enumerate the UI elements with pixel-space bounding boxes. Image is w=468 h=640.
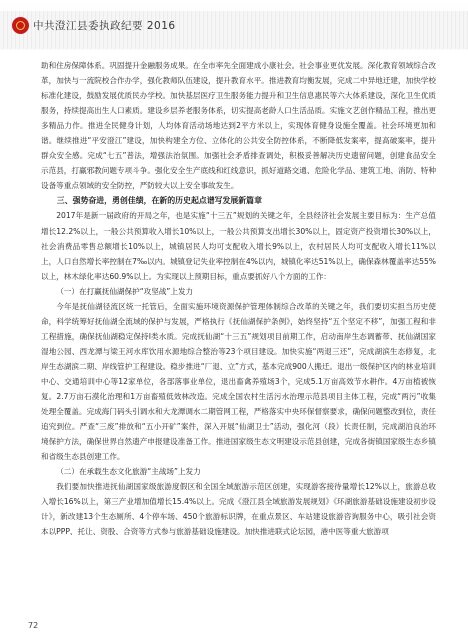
party-emblem-icon <box>12 17 29 34</box>
paragraph: 我们要加快推进抚仙湖国家级旅游度假区和全国全域旅游示范区创建，实现游客接待量增长12%以上，旅游总收入增长16%以上，第三产业增加值增长15.4%以上。完成《澄江县全域旅游发展规划》《环湖旅游基础设施建设初步设计》，新改建13个生态厕所、4个停车场、450个旅游标识牌，在重点景区、车站建设旅游咨询服务中心，吸引社会资本以PPP、托让、资股、合资等方式参与旅游基础设施建设。加快推进联式论坛园，港中医等重大旅游项 <box>41 482 436 537</box>
subsection-heading: （二）在承载生态文化旅游“主战场”上发力 <box>56 467 201 477</box>
paragraph: 今年是抚仙湖径流区统一托管后，全面实施环境资源保护管理体制综合改革的关键之年，我们要切实担当历史使命，科学统筹好抚仙湖全流域的保护与发展，严格执行《抚仙湖保护条例》，始终坚持“五个坚定不移”，加强工程和非工程措施，确保抚仙湖稳定保持Ⅰ类水质。完成抚仙湖“十三五”规划项目前期工作，启动南岸生态调蓄带、抚仙湖国家湿地公园、西龙潭与梁王河水库饮用水源地综合整治等23个项目建设。加快实施“两退三还”，完成湖滨生态修复，北岸生态湖滨二期、岸线管护工程建设。稳步推进“厂退、立”方式，基本完成900人搬迁。退出一级保护区内的林业培训中心、交通培训中心等12家单位，各部落事业单位，退出畜禽养殖场3个，完成5.1万亩高效节水耕作。4万亩植被恢复。2.7万亩石漠化治理和1万亩畜殖低效林改造。完成全国农村生活污水治理示范县项目主体工程，完成“两污”收集处理全覆盖。完成海门码头引调水和大龙潭调水二期管网工程，严格落实中央环保督察要求，确保问题整改到位，责任追究到位。严查“三废”排放和“五小开矿”案件，深入开展“仙湖卫士”活动，强化河（段）长责任制，完成湖泊良治环境保护方法，确保世界自然遗产申报建设准备工作。推进国家级生态文明建设示范县创建，完成各街镇国家级生态乡镇和省级生态县创建工作。 <box>41 301 436 462</box>
paragraph: 2017年是新一届政府的开局之年，也是实施“十三五”规划的关键之年，全县经济社会发展主要目标为：生产总值增长12.2%以上，一般公共预算收入增长10%以上，一般公共预算支出增长30%以上，固定资产投资增长30%以上，社会消费品零售总额增长10%以上，城镇居民人均可支配收入增长9%以上，农村居民人均可支配收入增长11%以上，人口自然增长率控制在7‰以内。城镇登记失业率控制在4%以内，城镇化率达51%以上，确保森林覆盖率达55%以上，林木绿化率达60.9%以上。为实现以上预期目标，重点要抓好八个方面的工作： <box>41 211 436 281</box>
document-body <box>41 58 436 540</box>
section-heading: 三、强势奋进，勇创佳绩，在新的历史起点谱写发展新篇章 <box>56 196 262 206</box>
header-title: 中共澄江县委执政纪要 2016 <box>33 20 176 32</box>
subsection-heading: （一）在打赢抚仙湖保护“攻坚战”上发力 <box>56 286 194 296</box>
page-header <box>0 0 468 50</box>
paragraph: 助和住房保障体系。巩固提升金融服务成果。在全市率先全面建成小康社会。社会事业更优发展。深化教育领域综合改革，加快与一流院校合作办学，强化教师队伍建设，提升教育水平。推进教育均衡发展，完成二中异地迁建，加快学校标准化建设，鼓励发展优质民办学校。加快基层医疗卫生服务能力提升和卫生信息惠民等六大体系建设，深化卫生优质服务，持续提高出生人口素质。建设乡层养老服务体系，切实提高老龄人口生活品质。实施文艺创作精品工程，推出更多精品力作。推进全民健身计划，人均体育活动场地达到2平方米以上，实现体育健身设施全覆盖。社会环境更加和谐。继续推进“平安澄江”建设，加快构建全方位、立体化的公共安全防控体系，不断降低发案率，提高破案率，提升群众安全感。完成“七五”普法，增强法治氛围。加强社会矛盾排查调处，积极妥善解决历史遗留问题，创建食品安全示范县，打赢邪教问题专项斗争。强化安全生产底线和红线意识，抓好道路交通、危险化学品、建筑工地、消防、特种设备等重点领域的安全防控，严防较大以上安全事故发生。 <box>41 61 436 191</box>
page-number: 72 <box>28 621 39 630</box>
